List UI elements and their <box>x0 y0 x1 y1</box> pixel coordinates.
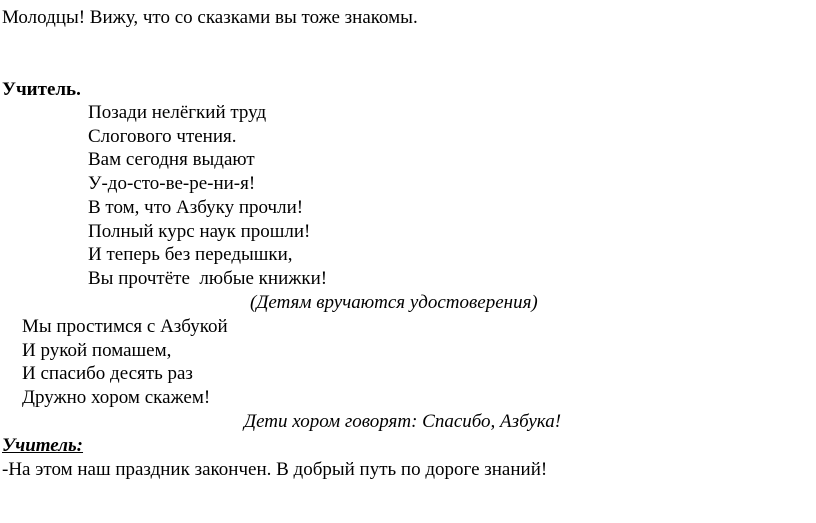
poem-line: Позади нелёгкий труд <box>88 102 267 123</box>
stage-direction-1: (Детям вручаются удостоверения) <box>250 292 538 313</box>
speaker-teacher-1: Учитель. <box>2 79 81 100</box>
poem-line: Мы простимся с Азбукой <box>22 316 228 337</box>
poem-line: Полный курс наук прошли! <box>88 221 311 242</box>
poem-line: В том, что Азбуку прочли! <box>88 197 304 218</box>
poem-line: И теперь без передышки, <box>88 244 293 265</box>
poem-line: Дружно хором скажем! <box>22 387 211 408</box>
stage-direction-2: Дети хором говорят: Спасибо, Азбука! <box>244 411 562 432</box>
poem-line: У-до-сто-ве-ре-ни-я! <box>88 173 256 194</box>
speaker-teacher-2: Учитель: <box>2 435 84 456</box>
poem-line: И спасибо десять раз <box>22 363 193 384</box>
poem-line: И рукой помашем, <box>22 340 172 361</box>
poem-line: Вам сегодня выдают <box>88 149 255 170</box>
poem-line: Вы прочтёте любые книжки! <box>88 268 328 289</box>
closing-text: -На этом наш праздник закончен. В добрый путь по дороге знаний! <box>2 459 548 480</box>
poem-line: Слогового чтения. <box>88 126 237 147</box>
intro-text: Молодцы! Вижу, что со сказками вы тоже знакомы. <box>2 7 418 28</box>
